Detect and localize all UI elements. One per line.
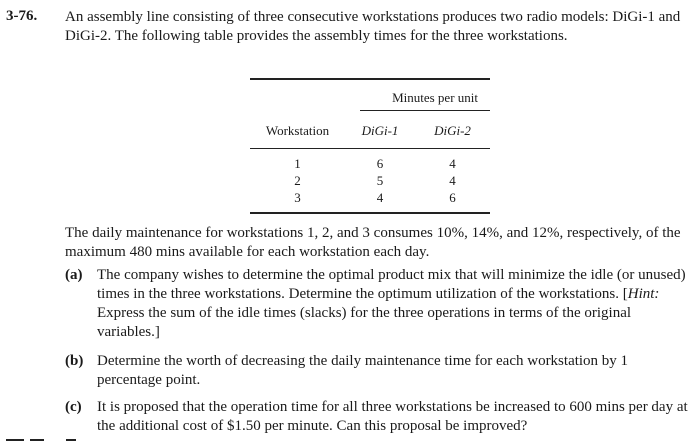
part-b-text: Determine the worth of decreasing the daily maintenance time for each workstation by 1 percentage point. — [97, 353, 629, 388]
part-a-text: The company wishes to determine the optimal product mix that will minimize the idle (or unused) times in the three workstations. Determine the optimum utilization of the workstations. [Hint: Express the sum of the idle times (slacks) for the three operations in terms of the original variables.] — [97, 267, 686, 340]
cell-digi-2: 4 — [449, 173, 456, 188]
part-c-label: (c) — [65, 399, 82, 415]
part-c-text: It is proposed that the operation time for all three workstations be increased to 600 mins per day at the additional cost of $1.50 per minute. Can this proposal be improved? — [97, 399, 688, 434]
problem-intro: An assembly line consisting of three consecutive workstations produces two radio models: DiGi-1 and DiGi-2. The following table provides the assembly times for the three workstations. — [65, 9, 681, 44]
table-row — [250, 172, 490, 189]
header-digi-2: DiGi-2 — [434, 123, 471, 138]
group-header: Minutes per unit — [392, 90, 478, 105]
table-row — [250, 189, 490, 206]
maintenance-paragraph: The daily maintenance for workstations 1, 2, and 3 consumes 10%, 14%, and 12%, respectively, of the maximum 480 mins available for each workstation each day. — [65, 225, 681, 260]
table-row — [250, 155, 490, 172]
cell-digi-1: 5 — [376, 173, 384, 188]
part-b — [65, 352, 690, 390]
cell-digi-1: 6 — [376, 156, 384, 171]
part-c — [65, 398, 690, 436]
cutoff-text-fragment — [0, 436, 90, 442]
table-bottom-rule — [250, 212, 490, 214]
problem-number: 3-76. — [6, 8, 38, 24]
cell-workstation: 1 — [294, 156, 301, 171]
assembly-times-table — [250, 78, 490, 214]
header-digi-1: DiGi-1 — [361, 123, 399, 138]
part-a-label: (a) — [65, 267, 83, 283]
cell-workstation: 3 — [294, 190, 301, 205]
cell-digi-2: 4 — [449, 156, 456, 171]
header-workstation: Workstation — [265, 123, 330, 138]
part-a — [65, 266, 690, 342]
cell-workstation: 2 — [294, 173, 301, 188]
hint-label: Hint: — [627, 286, 660, 302]
part-b-label: (b) — [65, 353, 84, 369]
cell-digi-2: 6 — [449, 190, 456, 205]
cell-digi-1: 4 — [376, 190, 384, 205]
